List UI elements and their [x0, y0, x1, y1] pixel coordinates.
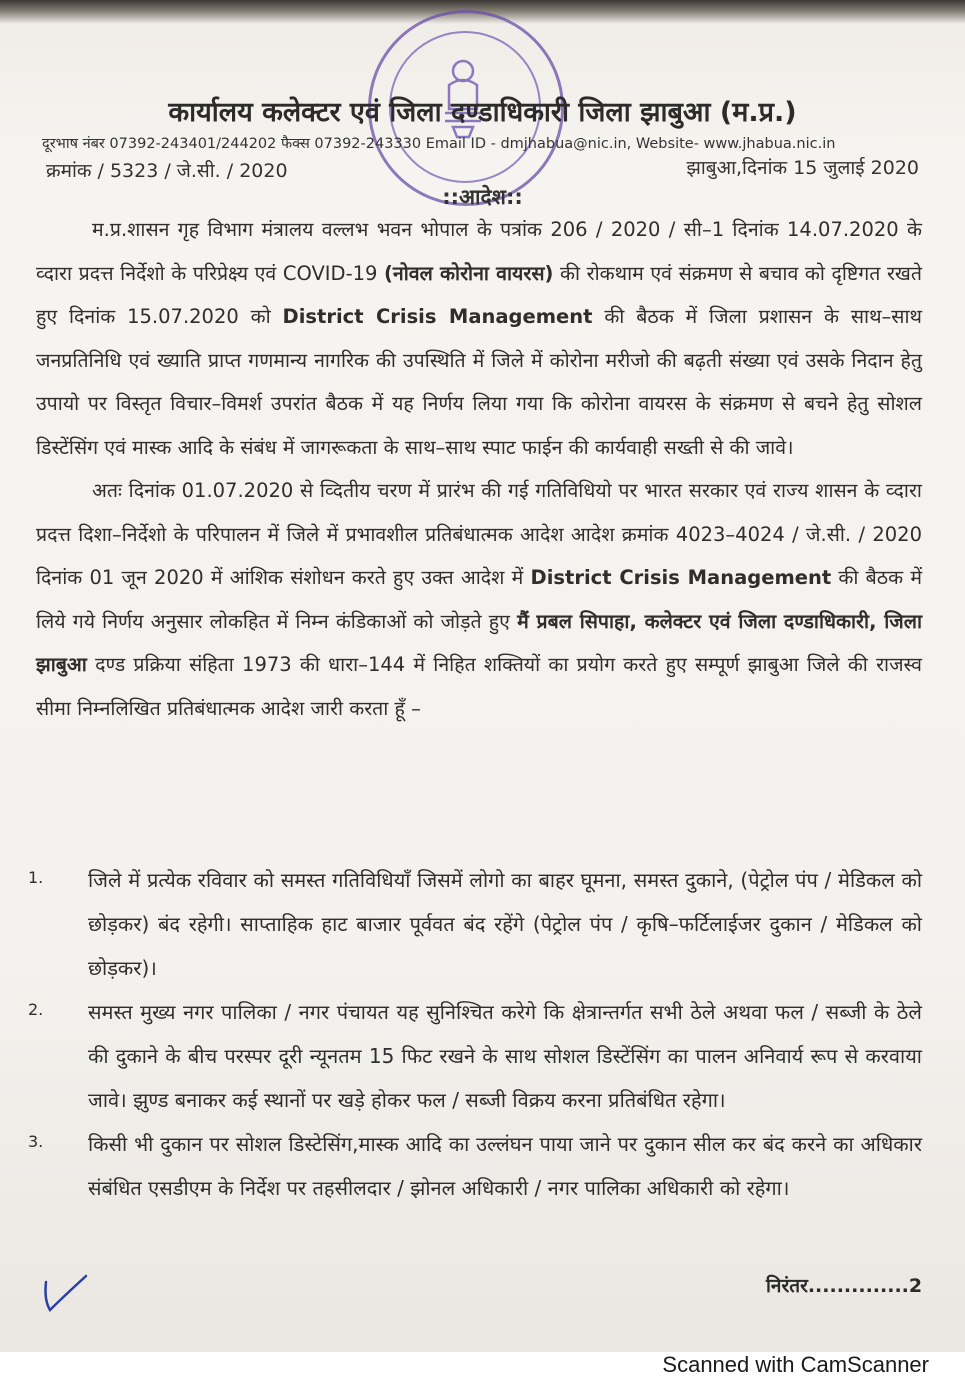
list-item: [28, 1122, 922, 1210]
p1-bold-b: District Crisis Management: [282, 305, 593, 328]
contact-line: दूरभाष नंबर 07392-243401/244202 फैक्स 07392-243330 Email ID - dmjhabua@nic.in, Website- www.jhabua.nic.in: [42, 136, 836, 152]
p2-bold-b: मैं प्रबल सिपाहा, कलेक्टर एवं जिला दण्डाधिकारी, जिला झाबुआ: [36, 609, 923, 676]
item-text: किसी भी दुकान पर सोशल डिस्टेसिंग,मास्क आदि का उल्लंघन पाया जाने पर दुकान सील कर बंद करने का अधिकार संबंधित एसडीएम के निर्देश पर तहसीलदार / झोनल अधिकारी / नगर पालिका अधिकारी को रहेगा।: [88, 1132, 922, 1200]
p2-bold-a: District Crisis Management: [530, 566, 832, 589]
scanner-watermark: Scanned with CamScanner: [662, 1352, 929, 1377]
item-number: 1.: [28, 868, 44, 887]
office-title: कार्यालय कलेक्टर एवं जिला दण्डाधिकारी जिला झाबुआ (म.प्र.): [168, 97, 797, 128]
p2-text-a: अतः दिनांक 01.07.2020 से व्दितीय चरण में प्रारंभ की गई गतिविधियो पर भारत सरकार एवं राज्य शासन के व्दारा प्रदत्त दिशा–निर्देशो के परिपालन में जिले में प्रभावशील प्रतिबंधात्मक आदेश आदेश क्रमांक 4023–4024 / जे.सी. / 2020 दिनांक 01 जून 2020 में आंशिक संशोधन करते हुए उक्त आदेश में: [36, 479, 922, 589]
list-item: [28, 858, 922, 990]
order-heading: ::आदेश::: [442, 185, 523, 209]
p1-bold-a: (नोवल कोरोना वायरस): [384, 261, 554, 285]
paragraph-2: [36, 469, 922, 730]
p1-text-b: की रोकथाम एवं संक्रमण से बचाव को दृष्टिगत रखते हुए दिनांक 15.07.2020 को: [36, 261, 922, 328]
continued-marker: निरंतर..............2: [766, 1275, 923, 1297]
order-items: [28, 858, 922, 1210]
item-text: जिले में प्रत्येक रविवार को समस्त गतिविधियाँ जिसमें लोगो का बाहर घूमना, समस्त दुकाने, (पेट्रोल पंप / मेडिकल को छोड़कर) बंद रहेगी। साप्ताहिक हाट बाजार पूर्ववत बंद रहेंगे (पेट्रोल पंप / कृषि–फर्टिलाईजर दुकान / मेडिकल को छोड़कर)।: [88, 868, 922, 980]
handwritten-tick-mark: [40, 1270, 90, 1316]
p2-text-c: दण्ड प्रक्रिया संहिता 1973 की धारा–144 में निहित शक्तियों का प्रयोग करते हुए सम्पूर्ण झाबुआ जिले की राजस्व सीमा निम्नलिखित प्रतिबंधात्मक आदेश जारी करता हूँ –: [36, 653, 922, 720]
list-item: [28, 990, 922, 1122]
item-text: समस्त मुख्य नगर पालिका / नगर पंचायत यह सुनिश्चित करेगे कि क्षेत्रान्तर्गत सभी ठेले अथवा फल / सब्जी के ठेले की दुकाने के बीच परस्पर दूरी न्यूनतम 15 फिट रखने के साथ सोशल डिस्टेंसिंग का पालन अनिवार्य रूप से करवाया जावे। झुण्ड बनाकर कई स्थानों पर खड़े होकर फल / सब्जी विक्रय करना प्रतिबंधित रहेगा।: [88, 1000, 922, 1112]
p1-text-c: की बैठक में जिला प्रशासन के साथ–साथ जनप्रतिनिधि एवं ख्याति प्राप्त गणमान्य नागरिक की उपस्थिति में जिले में कोरोना मरीजो की बढ़ती संख्या एवं उसके निदान हेतु उपायो पर विस्तृत विचार–विमर्श उपरांत बैठक में यह निर्णय लिया गया कि कोरोना वायरस के संक्रमण से बचने हेतु सोशल डिस्टेंसिंग एवं मास्क आदि के संबंध में जागरूकता के साथ–साथ स्पाट फाईन की कार्यवाही सख्ती से की जावे।: [36, 305, 922, 459]
order-body: [36, 208, 922, 730]
item-number: 3.: [28, 1132, 44, 1151]
order-date: झाबुआ,दिनांक 15 जुलाई 2020: [686, 157, 919, 179]
item-number: 2.: [28, 1000, 44, 1019]
p1-text-a: म.प्र.शासन गृह विभाग मंत्रालय वल्लभ भवन भोपाल के पत्रांक 206 / 2020 / सी–1 दिनांक 14.07.2020 के व्दारा प्रदत्त निर्देशो के परिप्रेक्ष्य एवं COVID-19: [36, 218, 922, 285]
p2-text-b: की बैठक में लिये गये निर्णय अनुसार लोकहित में निम्न कंडिकाओं को जोड़ते हुए: [36, 566, 922, 633]
reference-number: क्रमांक / 5323 / जे.सी. / 2020: [46, 160, 288, 182]
paragraph-1: [36, 208, 922, 469]
